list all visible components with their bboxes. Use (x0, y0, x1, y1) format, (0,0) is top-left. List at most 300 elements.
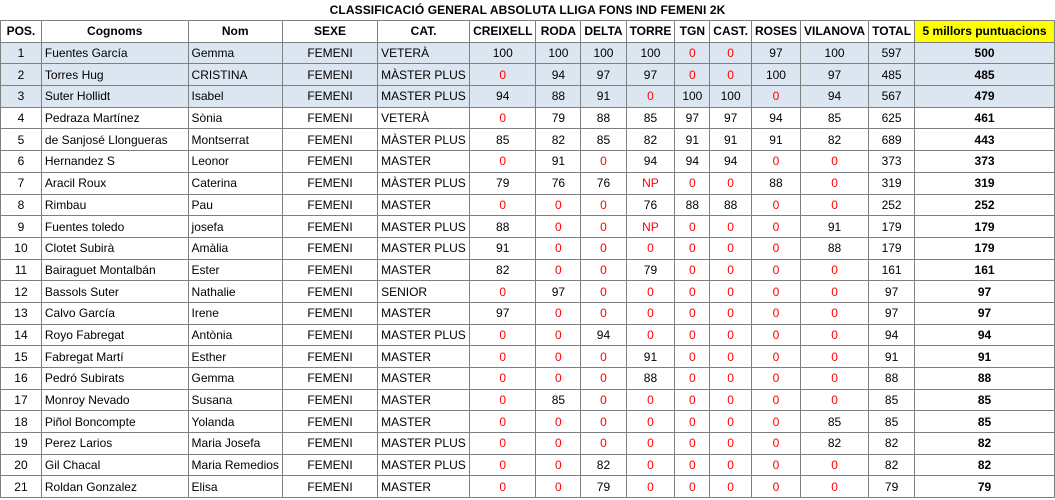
cell-best-five: 97 (915, 302, 1055, 324)
table-row (1, 64, 1055, 86)
cell-roses: 0 (751, 389, 800, 411)
cell-creixell: 0 (470, 411, 536, 433)
cell-creixell: 0 (470, 324, 536, 346)
header-creixell: CREIXELL (470, 21, 536, 43)
cell-nom: Yolanda (188, 411, 282, 433)
cell-roda: 0 (536, 346, 581, 368)
cell-sexe: FEMENI (282, 107, 377, 129)
cell-cognoms: Aracil Roux (41, 172, 188, 194)
cell-torre: 94 (626, 151, 675, 173)
table-row (1, 42, 1055, 64)
table-row (1, 302, 1055, 324)
cell-creixell: 0 (470, 281, 536, 303)
cell-delta: 0 (581, 411, 626, 433)
cell-cat: VETERÀ (378, 107, 470, 129)
table-row (1, 476, 1055, 498)
cell-cast: 97 (710, 107, 752, 129)
cell-best-five: 179 (915, 216, 1055, 238)
cell-torre: 0 (626, 281, 675, 303)
cell-torre: 0 (626, 389, 675, 411)
cell-cat: MASTER (378, 476, 470, 498)
cell-cat: MASTER (378, 368, 470, 390)
cell-sexe: FEMENI (282, 194, 377, 216)
cell-vilanova: 97 (800, 64, 868, 86)
cell-tgn: 0 (675, 237, 710, 259)
cell-cognoms: Rimbau (41, 194, 188, 216)
cell-roda: 79 (536, 107, 581, 129)
cell-nom: Gemma (188, 368, 282, 390)
cell-creixell: 0 (470, 454, 536, 476)
cell-roses: 0 (751, 368, 800, 390)
cell-delta: 0 (581, 368, 626, 390)
cell-cast: 0 (710, 259, 752, 281)
cell-creixell: 91 (470, 237, 536, 259)
cell-torre: 0 (626, 454, 675, 476)
table-row (1, 368, 1055, 390)
cell-roda: 88 (536, 86, 581, 108)
cell-pos: 16 (1, 368, 42, 390)
header-delta: DELTA (581, 21, 626, 43)
cell-nom: Isabel (188, 86, 282, 108)
cell-total: 79 (869, 476, 915, 498)
cell-torre: 91 (626, 346, 675, 368)
cell-sexe: FEMENI (282, 389, 377, 411)
cell-pos: 11 (1, 259, 42, 281)
cell-cast: 94 (710, 151, 752, 173)
cell-creixell: 85 (470, 129, 536, 151)
cell-torre: 79 (626, 259, 675, 281)
cell-delta: 85 (581, 129, 626, 151)
cell-roda: 85 (536, 389, 581, 411)
cell-torre: 0 (626, 237, 675, 259)
cell-sexe: FEMENI (282, 433, 377, 455)
header-cognoms: Cognoms (41, 21, 188, 43)
cell-nom: Montserrat (188, 129, 282, 151)
cell-pos: 10 (1, 237, 42, 259)
cell-best-five: 252 (915, 194, 1055, 216)
cell-total: 567 (869, 86, 915, 108)
cell-torre: 0 (626, 324, 675, 346)
cell-total: 319 (869, 172, 915, 194)
cell-roses: 0 (751, 302, 800, 324)
cell-tgn: 0 (675, 324, 710, 346)
cell-cat: MASTER PLUS (378, 433, 470, 455)
cell-pos: 13 (1, 302, 42, 324)
cell-roses: 0 (751, 151, 800, 173)
cell-tgn: 0 (675, 172, 710, 194)
cell-nom: Nathalie (188, 281, 282, 303)
cell-cast: 0 (710, 281, 752, 303)
table-row (1, 194, 1055, 216)
cell-vilanova: 0 (800, 368, 868, 390)
cell-vilanova: 0 (800, 194, 868, 216)
cell-roses: 0 (751, 433, 800, 455)
header-tgn: TGN (675, 21, 710, 43)
cell-best-five: 461 (915, 107, 1055, 129)
cell-pos: 12 (1, 281, 42, 303)
cell-sexe: FEMENI (282, 216, 377, 238)
cell-roses: 0 (751, 346, 800, 368)
cell-roda: 0 (536, 194, 581, 216)
cell-sexe: FEMENI (282, 172, 377, 194)
cell-nom: Pau (188, 194, 282, 216)
cell-best-five: 500 (915, 42, 1055, 64)
cell-torre: 0 (626, 302, 675, 324)
cell-best-five: 85 (915, 389, 1055, 411)
cell-cognoms: Fuentes García (41, 42, 188, 64)
header-row (1, 21, 1055, 43)
cell-sexe: FEMENI (282, 454, 377, 476)
cell-vilanova: 0 (800, 324, 868, 346)
cell-delta: 0 (581, 433, 626, 455)
cell-roda: 82 (536, 129, 581, 151)
cell-nom: Susana (188, 389, 282, 411)
cell-torre: 0 (626, 411, 675, 433)
cell-vilanova: 91 (800, 216, 868, 238)
cell-total: 97 (869, 302, 915, 324)
cell-vilanova: 0 (800, 172, 868, 194)
cell-cognoms: Perez Larios (41, 433, 188, 455)
cell-total: 82 (869, 454, 915, 476)
cell-tgn: 0 (675, 368, 710, 390)
cell-vilanova: 85 (800, 107, 868, 129)
table-row (1, 86, 1055, 108)
cell-best-five: 85 (915, 411, 1055, 433)
cell-pos: 17 (1, 389, 42, 411)
cell-tgn: 91 (675, 129, 710, 151)
cell-torre: NP (626, 172, 675, 194)
cell-total: 88 (869, 368, 915, 390)
table-row (1, 216, 1055, 238)
cell-best-five: 91 (915, 346, 1055, 368)
cell-cognoms: Calvo García (41, 302, 188, 324)
cell-creixell: 0 (470, 433, 536, 455)
cell-delta: 0 (581, 346, 626, 368)
cell-total: 689 (869, 129, 915, 151)
cell-best-five: 319 (915, 172, 1055, 194)
cell-nom: Sònia (188, 107, 282, 129)
cell-roda: 0 (536, 259, 581, 281)
cell-vilanova: 82 (800, 129, 868, 151)
cell-nom: Ester (188, 259, 282, 281)
cell-vilanova: 82 (800, 433, 868, 455)
cell-sexe: FEMENI (282, 259, 377, 281)
cell-delta: 97 (581, 64, 626, 86)
cell-total: 179 (869, 216, 915, 238)
cell-torre: NP (626, 216, 675, 238)
cell-creixell: 0 (470, 151, 536, 173)
cell-vilanova: 0 (800, 389, 868, 411)
cell-sexe: FEMENI (282, 281, 377, 303)
cell-torre: 82 (626, 129, 675, 151)
cell-vilanova: 0 (800, 151, 868, 173)
cell-tgn: 94 (675, 151, 710, 173)
cell-total: 161 (869, 259, 915, 281)
cell-best-five: 485 (915, 64, 1055, 86)
header-cat: CAT. (378, 21, 470, 43)
header-roses: ROSES (751, 21, 800, 43)
cell-cat: MASTER (378, 194, 470, 216)
cell-pos: 20 (1, 454, 42, 476)
cell-sexe: FEMENI (282, 324, 377, 346)
cell-creixell: 0 (470, 368, 536, 390)
cell-roda: 0 (536, 302, 581, 324)
cell-cat: MASTER (378, 259, 470, 281)
cell-tgn: 0 (675, 433, 710, 455)
cell-cast: 0 (710, 433, 752, 455)
cell-total: 82 (869, 433, 915, 455)
cell-total: 252 (869, 194, 915, 216)
header-torre: TORRE (626, 21, 675, 43)
cell-cat: MASTER PLUS (378, 454, 470, 476)
cell-best-five: 82 (915, 454, 1055, 476)
cell-tgn: 100 (675, 86, 710, 108)
cell-cast: 0 (710, 389, 752, 411)
cell-vilanova: 100 (800, 42, 868, 64)
cell-torre: 76 (626, 194, 675, 216)
cell-cast: 0 (710, 368, 752, 390)
cell-cognoms: Bassols Suter (41, 281, 188, 303)
cell-creixell: 0 (470, 389, 536, 411)
cell-sexe: FEMENI (282, 237, 377, 259)
cell-roda: 0 (536, 454, 581, 476)
cell-roses: 0 (751, 86, 800, 108)
cell-vilanova: 0 (800, 281, 868, 303)
cell-sexe: FEMENI (282, 346, 377, 368)
cell-cat: MASTER PLUS (378, 86, 470, 108)
cell-total: 179 (869, 237, 915, 259)
cell-roses: 100 (751, 64, 800, 86)
cell-nom: Leonor (188, 151, 282, 173)
cell-cast: 0 (710, 237, 752, 259)
cell-best-five: 479 (915, 86, 1055, 108)
cell-cast: 0 (710, 42, 752, 64)
cell-creixell: 100 (470, 42, 536, 64)
cell-cognoms: Fabregat Martí (41, 346, 188, 368)
cell-roda: 94 (536, 64, 581, 86)
table-row (1, 324, 1055, 346)
cell-tgn: 0 (675, 281, 710, 303)
cell-best-five: 79 (915, 476, 1055, 498)
cell-cast: 0 (710, 302, 752, 324)
cell-tgn: 88 (675, 194, 710, 216)
cell-roses: 0 (751, 281, 800, 303)
cell-nom: Elisa (188, 476, 282, 498)
cell-total: 94 (869, 324, 915, 346)
cell-roda: 0 (536, 433, 581, 455)
cell-torre: 0 (626, 86, 675, 108)
cell-delta: 91 (581, 86, 626, 108)
cell-roda: 0 (536, 411, 581, 433)
cell-cognoms: Roldan Gonzalez (41, 476, 188, 498)
cell-pos: 18 (1, 411, 42, 433)
cell-cat: VETERÀ (378, 42, 470, 64)
cell-cognoms: Royo Fabregat (41, 324, 188, 346)
cell-cast: 0 (710, 454, 752, 476)
cell-sexe: FEMENI (282, 151, 377, 173)
cell-roses: 0 (751, 194, 800, 216)
cell-sexe: FEMENI (282, 368, 377, 390)
cell-creixell: 94 (470, 86, 536, 108)
cell-roses: 0 (751, 476, 800, 498)
table-row (1, 237, 1055, 259)
cell-cast: 0 (710, 324, 752, 346)
cell-cast: 0 (710, 346, 752, 368)
cell-delta: 0 (581, 281, 626, 303)
cell-sexe: FEMENI (282, 64, 377, 86)
table-row (1, 389, 1055, 411)
cell-total: 91 (869, 346, 915, 368)
cell-delta: 0 (581, 389, 626, 411)
cell-sexe: FEMENI (282, 476, 377, 498)
cell-vilanova: 85 (800, 411, 868, 433)
cell-delta: 0 (581, 259, 626, 281)
cell-creixell: 82 (470, 259, 536, 281)
header-vilanova: VILANOVA (800, 21, 868, 43)
cell-roses: 0 (751, 216, 800, 238)
cell-sexe: FEMENI (282, 411, 377, 433)
cell-delta: 79 (581, 476, 626, 498)
cell-delta: 76 (581, 172, 626, 194)
cell-cat: MÀSTER PLUS (378, 172, 470, 194)
cell-cognoms: Pedró Subirats (41, 368, 188, 390)
cell-vilanova: 88 (800, 237, 868, 259)
header-nom: Nom (188, 21, 282, 43)
cell-roda: 0 (536, 476, 581, 498)
cell-roses: 0 (751, 411, 800, 433)
cell-best-five: 82 (915, 433, 1055, 455)
cell-delta: 82 (581, 454, 626, 476)
sheet-title: CLASSIFICACIÓ GENERAL ABSOLUTA LLIGA FONS IND FEMENI 2K (329, 3, 726, 17)
cell-nom: Antònia (188, 324, 282, 346)
cell-nom: Esther (188, 346, 282, 368)
cell-total: 97 (869, 281, 915, 303)
cell-delta: 0 (581, 216, 626, 238)
cell-tgn: 0 (675, 302, 710, 324)
cell-cat: MASTER PLUS (378, 324, 470, 346)
cell-roda: 76 (536, 172, 581, 194)
cell-pos: 19 (1, 433, 42, 455)
cell-nom: Caterina (188, 172, 282, 194)
cell-cognoms: Hernandez S (41, 151, 188, 173)
cell-cast: 91 (710, 129, 752, 151)
cell-pos: 3 (1, 86, 42, 108)
cell-pos: 9 (1, 216, 42, 238)
cell-delta: 88 (581, 107, 626, 129)
cell-creixell: 0 (470, 107, 536, 129)
header-roda: RODA (536, 21, 581, 43)
cell-delta: 0 (581, 151, 626, 173)
cell-cat: SENIOR (378, 281, 470, 303)
cell-torre: 85 (626, 107, 675, 129)
cell-delta: 94 (581, 324, 626, 346)
cell-pos: 15 (1, 346, 42, 368)
cell-vilanova: 94 (800, 86, 868, 108)
cell-roda: 100 (536, 42, 581, 64)
cell-creixell: 88 (470, 216, 536, 238)
cell-roses: 88 (751, 172, 800, 194)
cell-creixell: 0 (470, 64, 536, 86)
cell-sexe: FEMENI (282, 42, 377, 64)
cell-roda: 0 (536, 237, 581, 259)
cell-cast: 0 (710, 476, 752, 498)
cell-tgn: 0 (675, 454, 710, 476)
cell-total: 597 (869, 42, 915, 64)
cell-vilanova: 0 (800, 476, 868, 498)
cell-roda: 97 (536, 281, 581, 303)
cell-cognoms: Bairaguet Montalbán (41, 259, 188, 281)
cell-torre: 100 (626, 42, 675, 64)
cell-pos: 6 (1, 151, 42, 173)
cell-tgn: 0 (675, 216, 710, 238)
cell-total: 373 (869, 151, 915, 173)
cell-delta: 0 (581, 237, 626, 259)
cell-cat: MASTER (378, 302, 470, 324)
cell-cognoms: Torres Hug (41, 64, 188, 86)
cell-pos: 1 (1, 42, 42, 64)
cell-tgn: 97 (675, 107, 710, 129)
cell-creixell: 79 (470, 172, 536, 194)
cell-delta: 0 (581, 194, 626, 216)
cell-nom: CRISTINA (188, 64, 282, 86)
cell-cat: MASTER PLUS (378, 237, 470, 259)
cell-nom: Amàlia (188, 237, 282, 259)
cell-vilanova: 0 (800, 454, 868, 476)
cell-roses: 0 (751, 324, 800, 346)
cell-torre: 0 (626, 433, 675, 455)
cell-torre: 0 (626, 476, 675, 498)
cell-cat: MÀSTER PLUS (378, 129, 470, 151)
cell-vilanova: 0 (800, 302, 868, 324)
cell-cast: 100 (710, 86, 752, 108)
cell-cognoms: de Sanjosé Llongueras (41, 129, 188, 151)
cell-tgn: 0 (675, 42, 710, 64)
header-sexe: SEXE (282, 21, 377, 43)
cell-sexe: FEMENI (282, 86, 377, 108)
cell-cast: 0 (710, 216, 752, 238)
cell-roses: 97 (751, 42, 800, 64)
cell-roses: 91 (751, 129, 800, 151)
cell-cast: 0 (710, 411, 752, 433)
table-row (1, 107, 1055, 129)
table-row (1, 346, 1055, 368)
cell-cognoms: Suter Hollidt (41, 86, 188, 108)
cell-vilanova: 0 (800, 346, 868, 368)
cell-total: 625 (869, 107, 915, 129)
cell-best-five: 88 (915, 368, 1055, 390)
cell-pos: 5 (1, 129, 42, 151)
cell-creixell: 97 (470, 302, 536, 324)
cell-creixell: 0 (470, 476, 536, 498)
cell-total: 485 (869, 64, 915, 86)
table-row (1, 433, 1055, 455)
cell-cat: MÀSTER PLUS (378, 64, 470, 86)
cell-vilanova: 0 (800, 259, 868, 281)
cell-cat: MASTER (378, 346, 470, 368)
cell-delta: 100 (581, 42, 626, 64)
cell-cat: MASTER (378, 389, 470, 411)
header-cast: CAST. (710, 21, 752, 43)
cell-nom: josefa (188, 216, 282, 238)
title-row (1, 0, 1055, 21)
cell-roda: 0 (536, 368, 581, 390)
header-pos: POS. (1, 21, 42, 43)
cell-tgn: 0 (675, 259, 710, 281)
cell-cognoms: Clotet Subirà (41, 237, 188, 259)
cell-total: 85 (869, 389, 915, 411)
cell-cast: 88 (710, 194, 752, 216)
table-row (1, 411, 1055, 433)
